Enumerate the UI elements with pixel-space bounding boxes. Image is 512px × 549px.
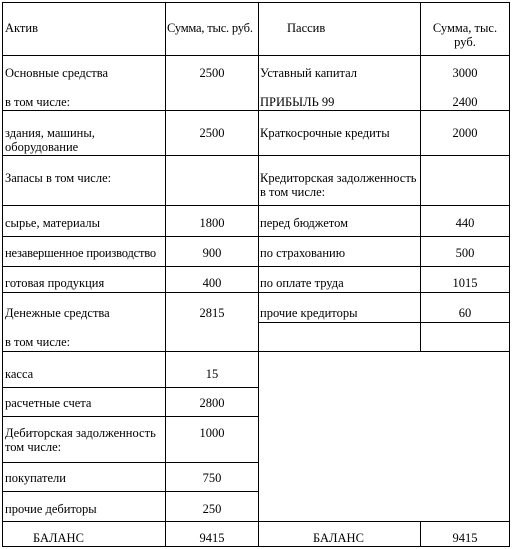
row-divider [2, 205, 510, 206]
row-divider [2, 155, 510, 156]
row-divider [2, 521, 510, 522]
liability-profit-label: ПРИБЫЛЬ 99 [260, 95, 335, 109]
asset-buildings-value: 2500 [199, 126, 225, 140]
balance-left-value: 9415 [199, 531, 225, 545]
row-divider [2, 462, 259, 463]
liability-short-loans-label: Краткосрочные кредиты [260, 126, 390, 140]
liability-budget-value: 440 [455, 216, 475, 230]
column-divider [165, 2, 166, 547]
liability-other-creditors-label: прочие кредиторы [260, 306, 358, 320]
liability-insurance-value: 500 [455, 246, 475, 260]
row-divider [2, 292, 510, 293]
row-divider [2, 351, 510, 352]
header-amount-liability-line2: руб. [454, 35, 476, 49]
asset-finished-value: 400 [202, 276, 222, 290]
header-asset: Актив [5, 21, 38, 35]
liability-profit-value: 2400 [452, 95, 478, 109]
balance-right-label: БАЛАНС [313, 531, 364, 545]
asset-inventory-label: Запасы в том числе: [5, 171, 112, 185]
asset-buyers-label: покупатели [5, 471, 66, 485]
liability-payables-label: Кредиторская задолженность в том числе: [260, 171, 417, 199]
asset-wip-value: 900 [202, 246, 222, 260]
asset-other-debtors-value: 250 [202, 502, 222, 516]
row-divider [2, 387, 259, 388]
table-border-right [509, 2, 510, 547]
row-divider [2, 266, 510, 267]
asset-receivables-value: 1000 [199, 426, 225, 440]
row-divider [2, 491, 259, 492]
row-divider [2, 416, 259, 417]
asset-wip-label: незавершенное производство [5, 246, 156, 260]
asset-fixed-label: Основные средства [5, 66, 109, 80]
asset-raw-value: 1800 [199, 216, 225, 230]
asset-accounts-label: расчетные счета [5, 396, 92, 410]
liability-insurance-label: по страхованию [260, 246, 346, 260]
asset-receivables-label: Дебиторская задолженность том числе: [5, 426, 156, 454]
table-border-bottom [2, 546, 510, 547]
asset-including-label: в том числе: [5, 95, 71, 109]
asset-fixed-value: 2500 [199, 66, 225, 80]
row-divider [258, 322, 510, 323]
liability-other-creditors-value: 60 [458, 306, 472, 320]
asset-other-debtors-label: прочие дебиторы [5, 502, 97, 516]
liability-budget-label: перед бюджетом [260, 216, 349, 230]
asset-accounts-value: 2800 [199, 396, 225, 410]
header-liability: Пассив [287, 21, 326, 35]
asset-finished-label: готовая продукция [5, 276, 105, 290]
asset-till-label: касса [5, 367, 34, 381]
row-divider [2, 110, 510, 111]
asset-cash-value: 2815 [199, 306, 225, 320]
liability-wages-value: 1015 [452, 276, 478, 290]
row-divider [2, 236, 510, 237]
asset-till-value: 15 [205, 367, 219, 381]
asset-buyers-value: 750 [202, 471, 222, 485]
liability-wages-label: по оплате труда [260, 276, 344, 290]
header-amount-asset: Сумма, тыс. руб. [167, 21, 253, 35]
table-border-left [2, 2, 3, 547]
balance-left-label: БАЛАНС [33, 531, 84, 545]
liability-capital-value: 3000 [452, 66, 478, 80]
column-divider [258, 2, 259, 547]
asset-cash-label: Денежные средства [5, 306, 110, 320]
liability-capital-label: Уставный капитал [260, 66, 358, 80]
table-border-top [2, 2, 510, 3]
liability-short-loans-value: 2000 [452, 126, 478, 140]
row-divider [2, 55, 510, 56]
asset-buildings-label: здания, машины, оборудование [5, 126, 95, 154]
asset-cash-including-label: в том числе: [5, 335, 71, 349]
header-amount-liability-line1: Сумма, тыс. [432, 21, 498, 35]
balance-right-value: 9415 [452, 531, 478, 545]
asset-raw-label: сырье, материалы [5, 216, 100, 230]
